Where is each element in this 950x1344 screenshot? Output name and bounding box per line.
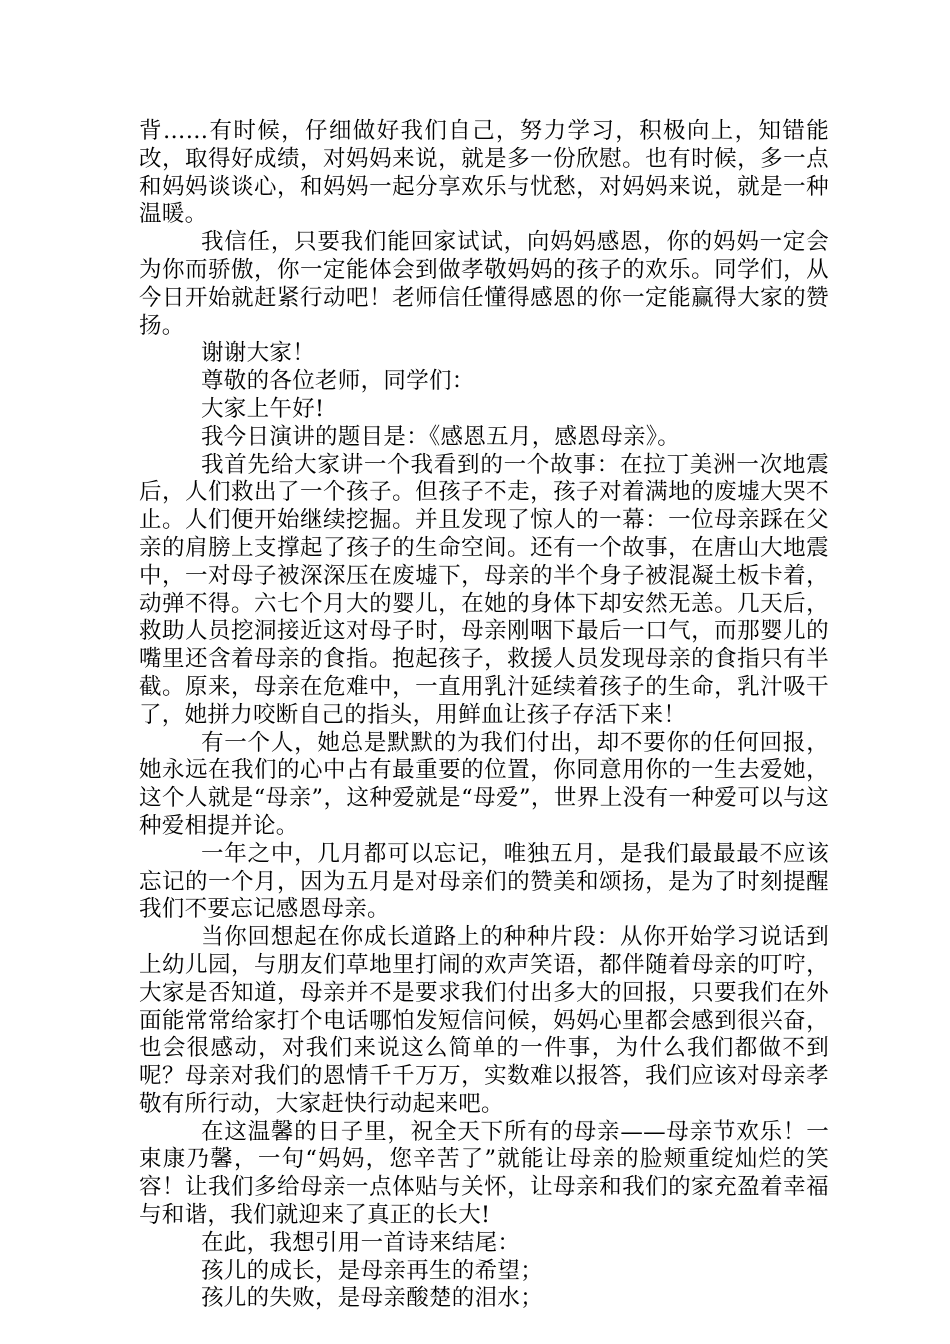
paragraph-14: 孩儿的失败，是母亲酸楚的泪水；: [201, 1285, 544, 1312]
paragraph-5: 大家上午好!: [201, 395, 325, 422]
paragraph-13: 孩儿的成长，是母亲再生的希望；: [201, 1257, 544, 1284]
paragraph-1: 背……有时候，仔细做好我们自己，努力学习，积极向上，知错能改，取得好成绩，对妈妈来说，就是多一份欣慰。也有时候，多一点和妈妈谈谈心，和妈妈一起分享欢乐与忧愁，对妈妈来说，就是一种温暖。: [139, 118, 829, 228]
paragraph-4: 尊敬的各位老师，同学们：: [201, 368, 475, 395]
paragraph-10: 当你回想起在你成长道路上的种种片段：从你开始学习说话到上幼儿园，与朋友们草地里打闹的欢声笑语，都伴随着母亲的叮咛，大家是否知道，母亲并不是要求我们付出多大的回报，只要我们在外面能常常给家打个电话哪怕发短信问候，妈妈心里都会感到很兴奋，也会很感动，对我们来说这么简单的一件事，为什么我们都做不到呢？母亲对我们的恩情千千万万，实数难以报答，我们应该对母亲孝敬有所行动，大家赶快行动起来吧。: [139, 924, 829, 1117]
document-body: [139, 118, 829, 1313]
paragraph-2: 我信任，只要我们能回家试试，向妈妈感恩，你的妈妈一定会为你而骄傲，你一定能体会到做孝敬妈妈的孩子的欢乐。同学们，从今日开始就赶紧行动吧！老师信任懂得感恩的你一定能赢得大家的赞扬。: [139, 229, 829, 339]
paragraph-11: 在这温馨的日子里，祝全天下所有的母亲——母亲节欢乐！一束康乃馨，一句“妈妈，您辛苦了”就能让母亲的脸颊重绽灿烂的笑容！让我们多给母亲一点体贴与关怀，让母亲和我们的家充盈着幸福与和谐，我们就迎来了真正的长大!: [139, 1118, 829, 1229]
paragraph-6: 我今日演讲的题目是：《感恩五月，感恩母亲》。: [201, 423, 681, 450]
paragraph-7: 我首先给大家讲一个我看到的一个故事：在拉丁美洲一次地震后，人们救出了一个孩子。但孩子不走，孩子对着满地的废墟大哭不止。人们便开始继续挖掘。并且发现了惊人的一幕：一位母亲踩在父亲的肩膀上支撑起了孩子的生命空间。还有一个故事，在唐山大地震中，一对母子被深深压在废墟下，母亲的半个身子被混凝土板卡着，动弹不得。六七个月大的婴儿，在她的身体下却安然无恙。几天后，救助人员挖洞接近这对母子时，母亲刚咽下最后一口气，而那婴儿的嘴里还含着母亲的食指。抱起孩子，救援人员发现母亲的食指只有半截。原来，母亲在危难中，一直用乳汁延续着孩子的生命，乳汁吸干了，她拼力咬断自己的指头，用鲜血让孩子存活下来！: [139, 451, 829, 728]
paragraph-9: 一年之中，几月都可以忘记，唯独五月，是我们最最最不应该忘记的一个月，因为五月是对母亲们的赞美和颂扬，是为了时刻提醒我们不要忘记感恩母亲。: [139, 840, 829, 923]
paragraph-12: 在此，我想引用一首诗来结尾：: [201, 1229, 521, 1256]
paragraph-3: 谢谢大家！: [201, 340, 316, 367]
paragraph-8: 有一个人，她总是默默的为我们付出，却不要你的任何回报，她永远在我们的心中占有最重要的位置，你同意用你的一生去爱她，这个人就是“母亲”，这种爱就是“母爱”，世界上没有一种爱可以与这种爱相提并论。: [139, 729, 829, 839]
